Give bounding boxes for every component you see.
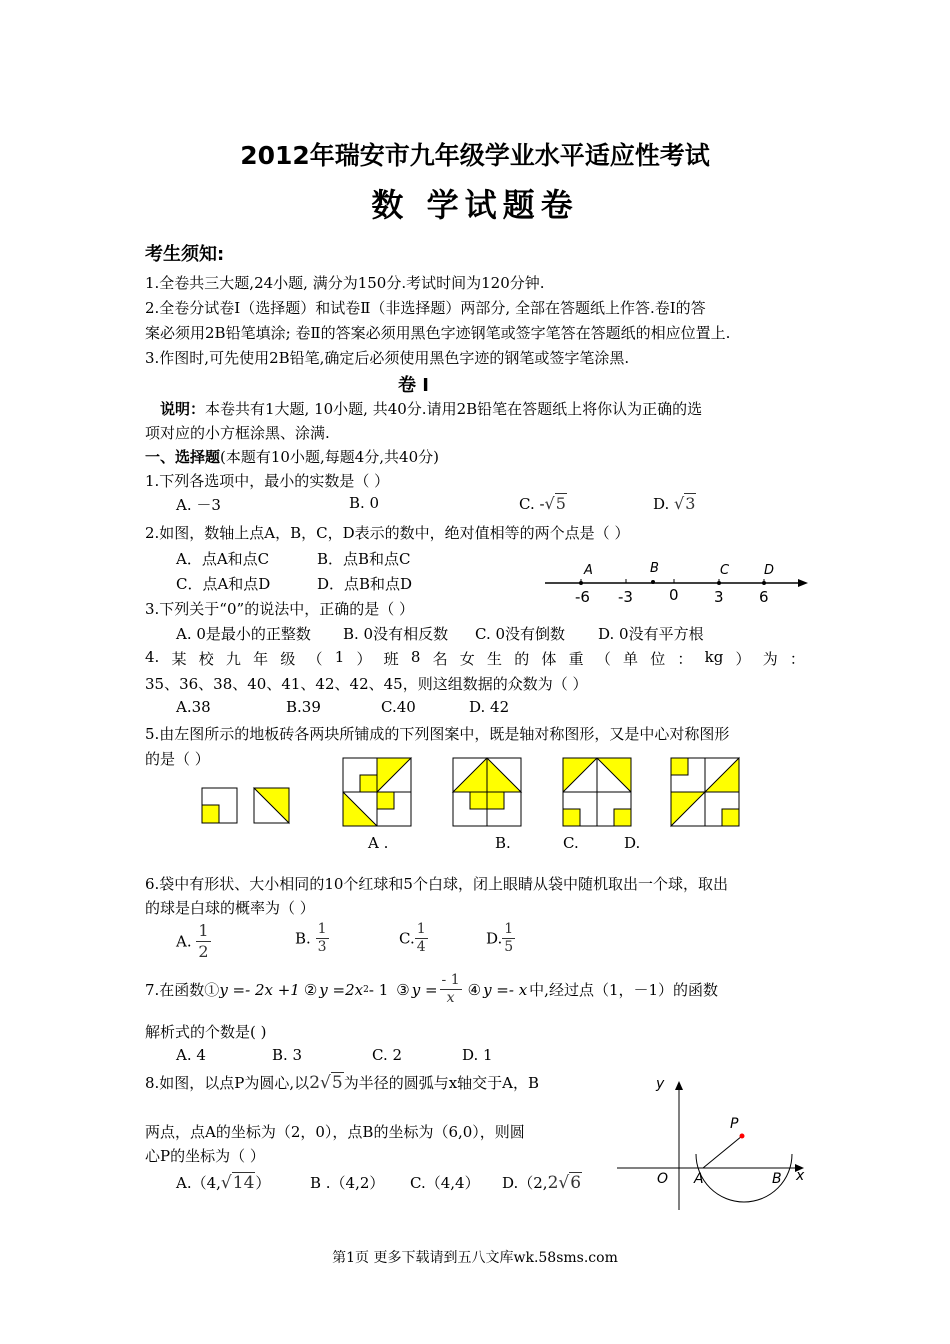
center-point-p [740,1134,745,1139]
pattern-option-d [671,758,739,826]
point-d-label: D [764,563,775,578]
q2-option-d: D．点B和点D [317,575,413,593]
notice-line-1: 1.全卷共三大题,24小题, 满分为150分.考试时间为120分钟. [145,274,545,292]
q3-option-b: B. 0没有相反数 [343,625,449,643]
q5-option-d: D. [624,834,641,852]
q2-stem: 2.如图，数轴上点A，B，C，D表示的数中，绝对值相等的两个点是（ ） [145,524,630,542]
q5-stem-line-1: 5.由左图所示的地板砖各两块所铺成的下列图案中，既是轴对称图形，又是中心对称图形 [145,725,730,743]
point-c-label: C [720,563,730,578]
subject-title: 数 学试题卷 [371,186,579,224]
q5-option-a: A . [368,834,389,852]
circle-arc-graph [612,1070,812,1216]
q2-option-a: A．点A和点C [176,550,270,568]
point-b-label: B [650,561,659,576]
point-b-dot [651,580,655,584]
q1-option-d: D. √3 [653,494,696,513]
q2-option-c: C．点A和点D [176,575,271,593]
q5-stem-line-2: 的是（ ） [145,750,210,768]
q4-stem: 4. 某 校 九 年 级 （ 1 ） 班 8 名 女 生 的 体 重 （ 单 位 ： kg ） 为 ： [145,648,805,668]
tick-label: 6 [759,588,769,606]
y-axis-label: y [656,1076,665,1092]
q3-option-c: C. 0没有倒数 [475,625,566,643]
q5-tile-figures [195,752,755,830]
q1-option-a: A. －3 [176,496,221,514]
point-a-label: A [694,1171,704,1187]
q8-stem-line-2: 两点，点A的坐标为（2，0），点B的坐标为（6,0），则圆 [145,1123,525,1141]
q5-option-b: B. [495,834,511,852]
q7-stem: 7.在函数① y =- 2x +1 ② y =2x 2 - 1 ③ y = $\frac{- 1}{x}$ ④ y =- x 中,经过点（1，－1）的函数 [145,972,719,1006]
source-tile-triangle [254,788,289,823]
pattern-option-c [563,758,631,826]
q8-stem-line-3: 心P的坐标为（ ） [145,1147,265,1165]
part-info: (本题有10小题,每题4分,共40分) [220,448,439,466]
arrow-icon [675,1081,683,1090]
page-footer: 第1页 更多下载请到五八文库wk.58sms.com [332,1250,618,1266]
notice-heading: 考生须知: [145,244,225,265]
tick-label: 0 [669,586,679,604]
point-b-label: B [772,1171,782,1187]
tick-label: -6 [575,588,590,606]
point-a-label: A [584,563,593,578]
q3-option-a: A. 0是最小的正整数 [176,625,311,643]
q6-stem-line-1: 6.袋中有形状、大小相同的10个红球和5个白球，闭上眼睛从袋中随机取出一个球，取出 [145,875,728,893]
q7-option-a: A. 4 [176,1046,206,1064]
q8-option-d: D.（2,2√6 [502,1173,582,1193]
q4-option-c: C.40 [381,698,416,716]
q8-option-a: A.（4,√14） [176,1173,271,1193]
q6-option-a: A. $\frac{1}{2}$ [176,921,209,961]
notice-line-2: 2.全卷分试卷Ⅰ（选择题）和试卷Ⅱ（非选择题）两部分, 全部在答题纸上作答.卷Ⅰ的答 [145,299,706,317]
q7-option-c: C. 2 [372,1046,403,1064]
q1-option-b: B. 0 [349,494,380,512]
q7-option-b: B. 3 [272,1046,303,1064]
point-d-dot [762,581,766,585]
pattern-option-b [453,758,521,826]
q6-option-d: D. $\frac{1}{5}$ [486,921,514,955]
notice-line-4: 3.作图时,可先使用2B铅笔,确定后必须使用黑色字迹的钢笔或签字笔涂黑. [145,349,630,367]
q8-option-b: B .（4,2） [310,1174,385,1192]
section-heading: 卷 Ⅰ [398,375,429,396]
q4-stem-line-2: 35、36、38、40、41、42、42、45，则这组数据的众数为（ ） [145,675,588,693]
arrow-icon [798,579,808,587]
section-desc-line-2: 项对应的小方框涂黑、涂满. [145,424,330,442]
origin-label: O [657,1171,669,1187]
source-tile-square [202,788,237,823]
section-desc-label: 说明： [160,400,206,418]
exam-title: 2012年瑞安市九年级学业水平适应性考试 [240,141,710,170]
q3-option-d: D. 0没有平方根 [598,625,704,643]
radius-segment [703,1136,742,1168]
q7-stem-line-2: 解析式的个数是( ) [145,1023,267,1041]
q1-option-c: C. -√5 [519,494,566,513]
point-c-dot [717,581,721,585]
q8-option-c: C.（4,4） [410,1174,480,1192]
section-desc-line-1: 本卷共有1大题, 10小题, 共40分.请用2B铅笔在答题纸上将你认为正确的选 [205,400,703,418]
q5-option-c: C. [563,834,579,852]
q2-option-b: B．点B和点C [317,550,411,568]
q1-stem: 1.下列各选项中，最小的实数是（ ） [145,472,390,490]
q7-option-d: D. 1 [462,1046,493,1064]
part-label: 一、选择题 [145,448,221,466]
q6-option-c: C. $\frac{1}{4}$ [399,921,426,955]
pattern-option-a [343,758,411,826]
notice-line-3: 案必须用2B铅笔填涂; 卷Ⅱ的答案必须用黑色字迹钢笔或签字笔答在答题纸的相应位置上. [145,324,731,342]
tick-label: 3 [714,588,724,606]
q6-stem-line-2: 的球是白球的概率为（ ） [145,899,315,917]
point-p-label: P [730,1116,739,1132]
point-a-dot [579,581,583,585]
q4-option-b: B.39 [286,698,321,716]
q8-stem: 8.如图，以点P为圆心,以2√5为半径的圆弧与x轴交于A，B [145,1073,540,1093]
tick-label: -3 [618,588,633,606]
q4-option-d: D. 42 [469,698,510,716]
x-axis-label: x [796,1168,805,1184]
number-line-figure [540,556,815,612]
q6-option-b: B. $\frac{1}{3}$ [295,921,327,955]
q3-stem: 3.下列关于“0”的说法中，正确的是（ ） [145,600,414,618]
q4-option-a: A.38 [176,698,211,716]
